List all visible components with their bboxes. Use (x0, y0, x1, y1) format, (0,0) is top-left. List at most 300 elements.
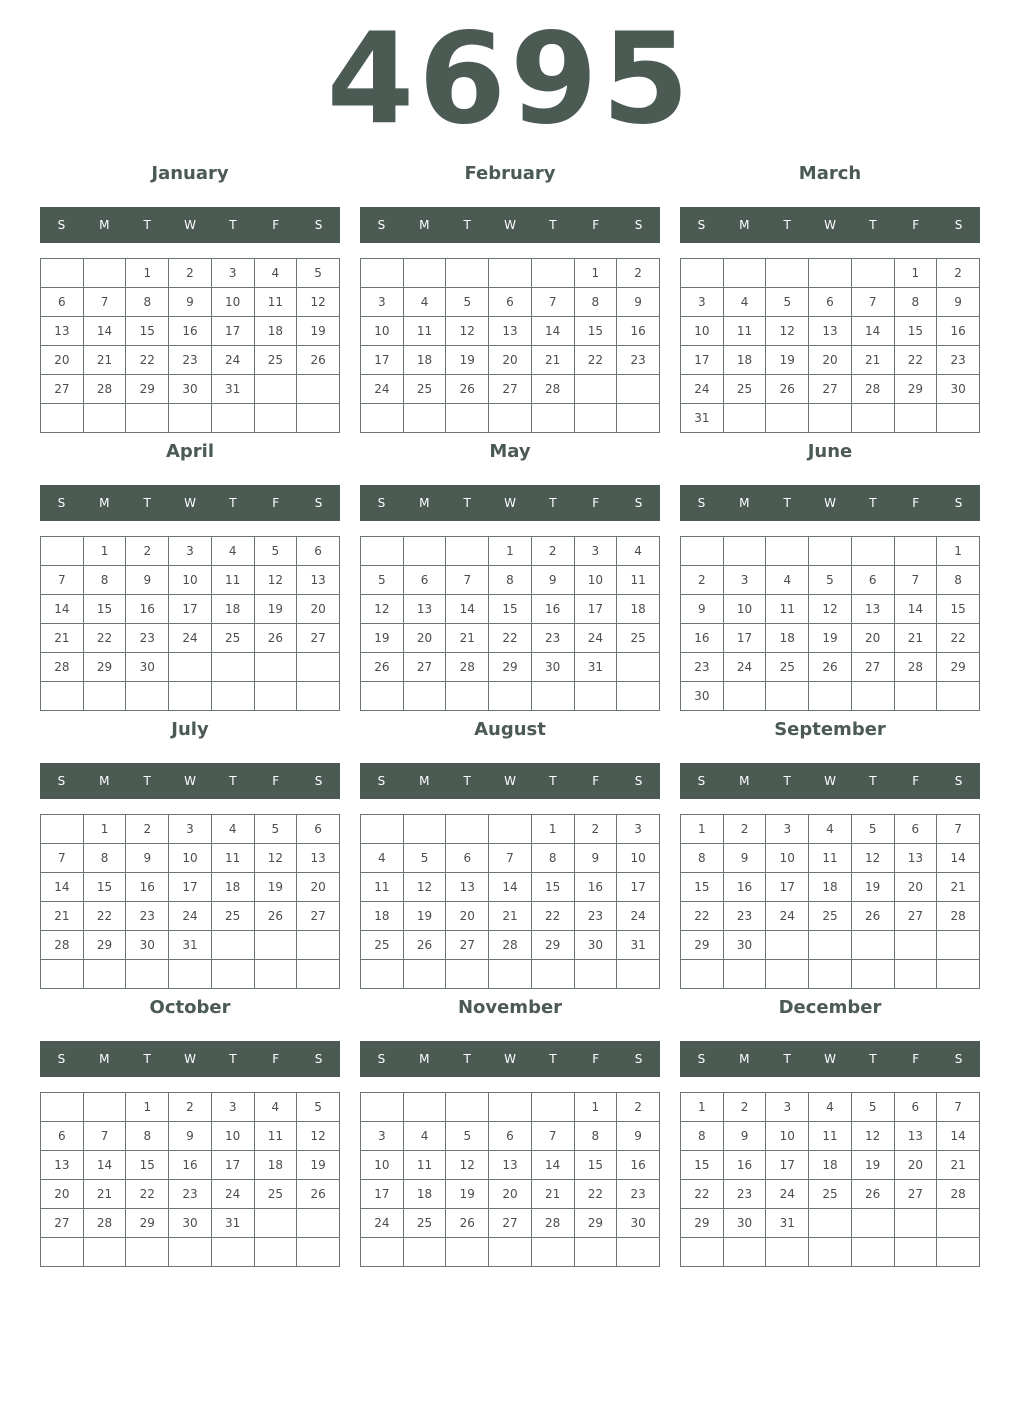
week-row (681, 624, 980, 653)
month-name: July (171, 719, 209, 740)
day-cell: 28 (41, 931, 84, 960)
week-row (361, 682, 660, 711)
week-row (361, 1238, 660, 1267)
day-cell: 21 (41, 902, 84, 931)
day-cell: 4 (211, 537, 254, 566)
day-cell: 18 (254, 1151, 297, 1180)
week-row (41, 404, 340, 433)
day-cell: 13 (403, 595, 446, 624)
day-cell: 28 (83, 1209, 126, 1238)
day-cell (83, 1093, 126, 1122)
day-cell: 4 (766, 566, 809, 595)
day-cell (851, 537, 894, 566)
day-cell: 19 (851, 873, 894, 902)
week-row (361, 844, 660, 873)
day-grid (40, 258, 340, 433)
day-cell: 24 (574, 624, 617, 653)
day-cell: 4 (809, 1093, 852, 1122)
day-cell (531, 1238, 574, 1267)
day-cell: 3 (766, 815, 809, 844)
day-cell: 25 (254, 1180, 297, 1209)
day-cell: 18 (723, 346, 766, 375)
weekday-label: S (697, 774, 706, 788)
weekday-label: W (504, 496, 516, 510)
day-cell: 17 (617, 873, 660, 902)
day-cell: 20 (851, 624, 894, 653)
day-cell (41, 1093, 84, 1122)
day-cell: 27 (297, 624, 340, 653)
day-cell: 4 (403, 1122, 446, 1151)
day-cell (574, 682, 617, 711)
day-cell: 7 (83, 1122, 126, 1151)
day-cell: 10 (574, 566, 617, 595)
week-row (361, 404, 660, 433)
weekday-label: T (869, 774, 877, 788)
day-cell (126, 404, 169, 433)
day-cell: 6 (297, 537, 340, 566)
day-cell: 25 (211, 902, 254, 931)
day-cell (41, 404, 84, 433)
weekday-label: S (377, 496, 386, 510)
day-cell: 17 (211, 1151, 254, 1180)
day-cell: 14 (851, 317, 894, 346)
weekday-label: F (272, 496, 280, 510)
weekday-label: M (739, 774, 750, 788)
day-cell: 22 (681, 902, 724, 931)
day-cell: 29 (489, 653, 532, 682)
day-cell: 28 (531, 1209, 574, 1238)
day-cell: 18 (361, 902, 404, 931)
week-row (681, 1151, 980, 1180)
day-cell: 6 (489, 288, 532, 317)
month-name: April (165, 441, 215, 462)
weekday-label: M (739, 218, 750, 232)
day-cell: 14 (937, 1122, 980, 1151)
day-cell: 23 (681, 653, 724, 682)
day-cell (766, 1238, 809, 1267)
day-cell: 12 (766, 317, 809, 346)
day-cell: 22 (83, 624, 126, 653)
day-cell (446, 537, 489, 566)
day-cell (574, 1238, 617, 1267)
weekday-label: T (783, 496, 791, 510)
day-cell: 12 (851, 844, 894, 873)
day-cell (489, 404, 532, 433)
day-cell: 23 (574, 902, 617, 931)
weekday-label: T (229, 774, 237, 788)
day-cell (766, 537, 809, 566)
day-cell: 2 (617, 1093, 660, 1122)
day-cell: 29 (83, 653, 126, 682)
day-cell: 21 (489, 902, 532, 931)
day-cell (446, 259, 489, 288)
day-cell (489, 815, 532, 844)
day-cell (211, 1238, 254, 1267)
day-cell (361, 682, 404, 711)
day-cell: 24 (361, 375, 404, 404)
weekday-label: T (783, 1052, 791, 1066)
day-cell: 15 (574, 317, 617, 346)
day-cell: 3 (681, 288, 724, 317)
weekday-label: S (314, 218, 323, 232)
week-row (361, 902, 660, 931)
day-cell: 6 (297, 815, 340, 844)
day-cell: 30 (126, 653, 169, 682)
weekday-label: F (912, 1052, 920, 1066)
day-cell: 16 (169, 1151, 212, 1180)
weekday-label: F (272, 1052, 280, 1066)
day-cell: 18 (809, 1151, 852, 1180)
day-cell: 12 (851, 1122, 894, 1151)
week-row (361, 1122, 660, 1151)
week-row (361, 375, 660, 404)
day-cell (937, 931, 980, 960)
day-cell: 20 (894, 1151, 937, 1180)
day-cell: 2 (169, 1093, 212, 1122)
weekday-label: M (739, 1052, 750, 1066)
day-cell: 24 (723, 653, 766, 682)
weekday-label: T (143, 1052, 151, 1066)
week-row (361, 1151, 660, 1180)
week-row (361, 624, 660, 653)
day-cell: 12 (297, 288, 340, 317)
month-name: November (457, 997, 563, 1018)
day-cell: 2 (169, 259, 212, 288)
day-cell: 29 (894, 375, 937, 404)
week-row (681, 931, 980, 960)
day-cell: 8 (531, 844, 574, 873)
weekday-label: S (57, 774, 66, 788)
weekday-label: S (314, 1052, 323, 1066)
week-row (41, 1238, 340, 1267)
week-row (41, 317, 340, 346)
weekday-label: T (229, 218, 237, 232)
day-cell (937, 960, 980, 989)
day-cell: 20 (297, 595, 340, 624)
day-cell: 31 (211, 1209, 254, 1238)
weekday-label: S (954, 496, 963, 510)
day-cell: 27 (489, 375, 532, 404)
day-cell: 24 (617, 902, 660, 931)
weekday-label: W (504, 774, 516, 788)
weekday-label: F (912, 774, 920, 788)
day-cell (489, 960, 532, 989)
week-row (361, 873, 660, 902)
day-grid (680, 1092, 980, 1267)
day-cell: 16 (169, 317, 212, 346)
day-cell: 12 (254, 566, 297, 595)
week-row (681, 259, 980, 288)
day-cell (809, 960, 852, 989)
day-cell (617, 682, 660, 711)
day-cell (403, 960, 446, 989)
day-cell (83, 259, 126, 288)
day-cell: 31 (681, 404, 724, 433)
day-cell: 13 (41, 317, 84, 346)
day-cell: 8 (681, 844, 724, 873)
day-cell (211, 931, 254, 960)
day-cell: 12 (254, 844, 297, 873)
weekday-header (680, 763, 980, 799)
weekday-label: M (419, 1052, 430, 1066)
day-cell: 29 (574, 1209, 617, 1238)
day-cell: 10 (723, 595, 766, 624)
day-cell: 14 (894, 595, 937, 624)
day-cell: 7 (83, 288, 126, 317)
day-cell: 1 (894, 259, 937, 288)
day-cell (403, 259, 446, 288)
day-cell (446, 404, 489, 433)
day-cell: 24 (211, 1180, 254, 1209)
day-cell: 21 (894, 624, 937, 653)
weekday-label: S (314, 496, 323, 510)
day-cell: 26 (851, 902, 894, 931)
day-cell: 26 (403, 931, 446, 960)
day-cell (937, 682, 980, 711)
day-cell: 18 (254, 317, 297, 346)
day-cell (446, 1238, 489, 1267)
day-cell: 23 (126, 624, 169, 653)
day-cell (531, 682, 574, 711)
day-cell (489, 1238, 532, 1267)
day-cell: 27 (297, 902, 340, 931)
day-cell: 15 (574, 1151, 617, 1180)
week-row (41, 873, 340, 902)
day-cell: 3 (361, 288, 404, 317)
day-cell: 12 (403, 873, 446, 902)
day-cell: 24 (766, 1180, 809, 1209)
week-row (681, 346, 980, 375)
day-cell: 27 (894, 902, 937, 931)
day-cell (41, 815, 84, 844)
day-cell (809, 1238, 852, 1267)
day-cell: 6 (894, 1093, 937, 1122)
day-cell: 15 (83, 595, 126, 624)
day-cell (254, 375, 297, 404)
day-cell: 20 (41, 1180, 84, 1209)
day-cell: 13 (489, 317, 532, 346)
day-cell (297, 653, 340, 682)
day-cell: 4 (361, 844, 404, 873)
weekday-label: T (549, 218, 557, 232)
day-cell: 14 (531, 1151, 574, 1180)
week-row (41, 844, 340, 873)
day-cell: 7 (489, 844, 532, 873)
week-row (681, 902, 980, 931)
day-cell: 16 (531, 595, 574, 624)
day-cell (723, 259, 766, 288)
day-cell: 18 (766, 624, 809, 653)
week-row (361, 566, 660, 595)
weekday-label: F (272, 218, 280, 232)
day-cell: 21 (446, 624, 489, 653)
weekday-label: T (869, 1052, 877, 1066)
day-cell: 10 (681, 317, 724, 346)
weekday-label: T (869, 496, 877, 510)
weekday-label: T (549, 496, 557, 510)
week-row (681, 288, 980, 317)
day-grid (680, 258, 980, 433)
day-cell: 21 (83, 1180, 126, 1209)
day-cell (361, 537, 404, 566)
day-cell: 9 (169, 1122, 212, 1151)
week-row (41, 1093, 340, 1122)
day-cell (297, 931, 340, 960)
day-cell: 9 (681, 595, 724, 624)
day-cell: 26 (361, 653, 404, 682)
weekday-label: T (783, 774, 791, 788)
day-cell: 17 (766, 1151, 809, 1180)
day-cell: 3 (169, 815, 212, 844)
day-cell (723, 404, 766, 433)
week-row (681, 873, 980, 902)
day-cell: 8 (574, 1122, 617, 1151)
weekday-label: T (463, 1052, 471, 1066)
weekday-label: S (954, 774, 963, 788)
day-cell: 8 (894, 288, 937, 317)
weekday-label: W (824, 218, 836, 232)
day-cell: 15 (531, 873, 574, 902)
day-cell: 20 (489, 346, 532, 375)
week-row (681, 1209, 980, 1238)
weekday-label: T (783, 218, 791, 232)
day-cell: 29 (531, 931, 574, 960)
day-cell: 18 (403, 346, 446, 375)
day-cell: 26 (254, 902, 297, 931)
day-cell: 7 (41, 566, 84, 595)
weekday-label: S (634, 496, 643, 510)
day-cell: 4 (254, 1093, 297, 1122)
day-cell (766, 682, 809, 711)
day-cell (531, 404, 574, 433)
weekday-label: F (912, 218, 920, 232)
day-cell: 1 (83, 537, 126, 566)
weekday-header (40, 763, 340, 799)
day-cell: 5 (851, 815, 894, 844)
weekday-label: T (869, 218, 877, 232)
day-cell: 30 (937, 375, 980, 404)
day-cell: 9 (531, 566, 574, 595)
day-cell: 17 (361, 346, 404, 375)
weekday-header (40, 1041, 340, 1077)
day-cell (723, 682, 766, 711)
day-cell: 22 (894, 346, 937, 375)
week-row (41, 537, 340, 566)
day-cell: 16 (617, 1151, 660, 1180)
day-cell (403, 1238, 446, 1267)
month-name: March (798, 163, 862, 184)
day-cell: 24 (211, 346, 254, 375)
day-cell: 28 (894, 653, 937, 682)
day-cell: 4 (211, 815, 254, 844)
day-cell: 7 (937, 815, 980, 844)
day-cell: 15 (894, 317, 937, 346)
day-cell (617, 653, 660, 682)
week-row (361, 1093, 660, 1122)
day-cell: 14 (489, 873, 532, 902)
week-row (681, 844, 980, 873)
weekday-label: W (824, 496, 836, 510)
day-cell: 7 (531, 1122, 574, 1151)
day-cell: 5 (446, 1122, 489, 1151)
day-cell: 28 (489, 931, 532, 960)
day-cell: 29 (83, 931, 126, 960)
day-cell (894, 682, 937, 711)
weekday-label: T (229, 1052, 237, 1066)
day-cell: 4 (809, 815, 852, 844)
weekday-label: M (99, 1052, 110, 1066)
weekday-label: M (419, 218, 430, 232)
weekday-label: T (143, 774, 151, 788)
day-cell: 10 (766, 1122, 809, 1151)
day-cell (937, 1238, 980, 1267)
day-cell: 1 (681, 1093, 724, 1122)
day-cell (169, 682, 212, 711)
weekday-label: S (697, 218, 706, 232)
day-cell: 30 (169, 1209, 212, 1238)
weekday-label: W (184, 774, 196, 788)
day-cell (574, 375, 617, 404)
weekday-header (680, 485, 980, 521)
day-cell (297, 1238, 340, 1267)
day-cell: 17 (766, 873, 809, 902)
day-cell: 15 (83, 873, 126, 902)
week-row (681, 1122, 980, 1151)
week-row (361, 537, 660, 566)
day-cell: 29 (681, 1209, 724, 1238)
day-cell (297, 682, 340, 711)
day-cell (254, 682, 297, 711)
day-cell: 26 (297, 346, 340, 375)
weekday-label: W (184, 218, 196, 232)
weekday-label: W (824, 1052, 836, 1066)
day-cell: 8 (83, 844, 126, 873)
day-cell (723, 537, 766, 566)
day-cell: 1 (574, 1093, 617, 1122)
day-cell: 13 (809, 317, 852, 346)
day-cell (83, 1238, 126, 1267)
weekday-label: T (229, 496, 237, 510)
day-cell (446, 682, 489, 711)
day-cell: 11 (403, 317, 446, 346)
day-cell: 13 (894, 1122, 937, 1151)
weekday-label: W (824, 774, 836, 788)
weekday-label: T (463, 774, 471, 788)
day-cell: 30 (531, 653, 574, 682)
day-cell: 7 (894, 566, 937, 595)
weekday-label: M (99, 496, 110, 510)
weekday-label: T (463, 496, 471, 510)
day-cell: 25 (403, 375, 446, 404)
month-name: January (151, 163, 229, 184)
day-cell: 27 (41, 1209, 84, 1238)
day-cell (851, 1209, 894, 1238)
week-row (41, 815, 340, 844)
day-cell: 10 (211, 1122, 254, 1151)
day-cell: 14 (83, 317, 126, 346)
day-cell: 2 (531, 537, 574, 566)
day-cell: 5 (254, 815, 297, 844)
weekday-label: M (739, 496, 750, 510)
day-cell: 13 (297, 844, 340, 873)
weekday-label: S (954, 218, 963, 232)
year-title: 4695 (326, 5, 694, 152)
day-cell: 15 (937, 595, 980, 624)
day-cell (531, 259, 574, 288)
day-cell: 27 (41, 375, 84, 404)
day-grid (40, 536, 340, 711)
day-cell: 6 (851, 566, 894, 595)
